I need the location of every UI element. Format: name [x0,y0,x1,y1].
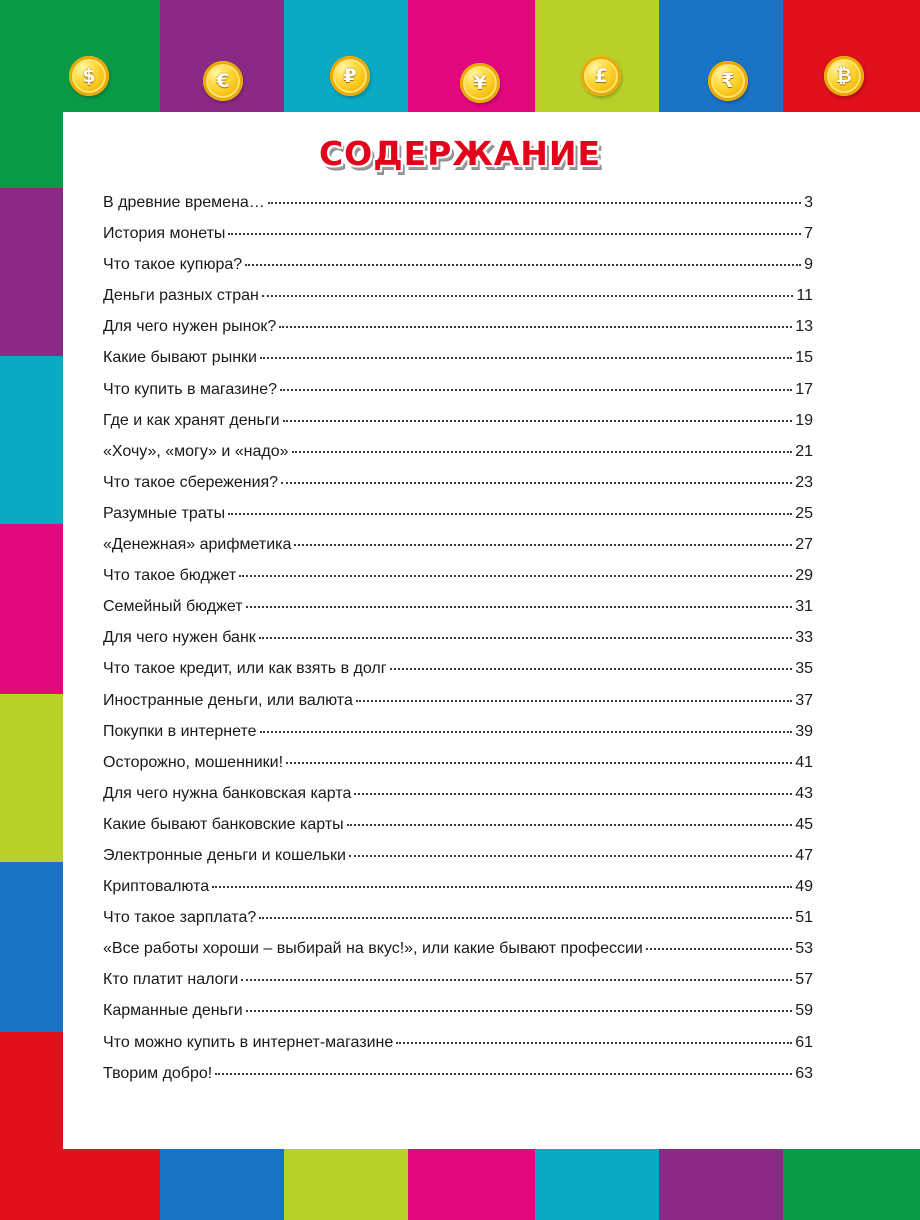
toc-dot-leader [215,1072,792,1075]
table-of-contents [103,194,813,1096]
toc-entry-title: Что такое зарплата? [103,909,257,927]
toc-entry [103,536,813,567]
toc-entry [103,349,813,380]
toc-entry [103,381,813,412]
euro-coin-icon: € [203,61,243,101]
toc-entry-title: Где и как хранят деньги [103,411,280,429]
toc-entry-page-number: 41 [795,753,813,771]
toc-entry [103,660,813,691]
toc-entry-page-number: 35 [795,660,813,678]
toc-entry [103,256,813,287]
toc-entry [103,505,813,536]
bottom-band-purple [659,1149,783,1220]
toc-entry [103,287,813,318]
toc-entry [103,785,813,816]
yen-coin-icon: ¥ [460,63,500,103]
toc-dot-leader [246,605,793,608]
toc-entry-title: Что такое сбережения? [103,473,279,491]
toc-dot-leader [281,481,792,484]
toc-entry-page-number: 13 [795,318,813,336]
toc-entry-page-number: 57 [795,971,813,989]
toc-entry-page-number: 33 [795,629,813,647]
toc-entry-title: Для чего нужен рынок? [103,318,277,336]
toc-entry-page-number: 47 [795,846,813,864]
toc-dot-leader [292,450,793,453]
toc-entry-page-number: 43 [795,784,813,802]
toc-entry-title: Творим добро! [103,1064,213,1082]
toc-entry-page-number: 9 [804,256,813,274]
toc-entry [103,878,813,909]
left-band-blue [0,862,63,1032]
toc-entry [103,412,813,443]
toc-dot-leader [294,543,792,546]
toc-entry-title: Какие бывают рынки [103,349,257,367]
toc-dot-leader [245,263,801,266]
bitcoin-coin-icon: ₿ [824,56,864,96]
toc-entry [103,909,813,940]
toc-dot-leader [246,1009,792,1012]
toc-entry-page-number: 27 [795,536,813,554]
toc-entry-page-number: 17 [795,380,813,398]
toc-entry [103,723,813,754]
pound-coin-icon: £ [581,56,621,96]
bottom-band-blue [160,1149,284,1220]
toc-entry-title: Покупки в интернете [103,722,257,740]
left-band-purple [0,188,63,356]
toc-entry [103,598,813,629]
toc-entry [103,940,813,971]
toc-entry-page-number: 31 [795,598,813,616]
toc-entry [103,194,813,225]
toc-dot-leader [347,823,793,826]
toc-entry-title: Семейный бюджет [103,598,243,616]
toc-entry-page-number: 37 [795,691,813,709]
toc-entry-title: «Денежная» арифметика [103,536,292,554]
toc-entry-page-number: 53 [795,940,813,958]
toc-entry-title: В древние времена… [103,194,265,211]
bottom-band-cyan [535,1149,659,1220]
toc-entry-title: Какие бывают банковские карты [103,815,344,833]
toc-entry-title: Что такое купюра? [103,256,243,274]
toc-entry-page-number: 45 [795,815,813,833]
toc-entry [103,225,813,256]
bottom-band-lime [284,1149,408,1220]
toc-entry-title: История монеты [103,225,226,243]
toc-entry-page-number: 59 [795,1002,813,1020]
toc-entry-page-number: 25 [795,504,813,522]
toc-dot-leader [259,916,792,919]
toc-entry-page-number: 19 [795,411,813,429]
rupee-coin-icon: ₹ [708,61,748,101]
bottom-band-red [0,1149,160,1220]
toc-dot-leader [356,699,792,702]
toc-dot-leader [260,730,793,733]
toc-entry-page-number: 11 [796,287,813,305]
toc-entry [103,847,813,878]
top-band-red [783,0,920,112]
toc-dot-leader [646,947,792,950]
toc-entry-title: Разумные траты [103,504,226,522]
toc-entry [103,567,813,598]
toc-dot-leader [228,512,792,515]
bottom-band-magenta [408,1149,535,1220]
toc-entry [103,1002,813,1033]
toc-entry-title: Что такое кредит, или как взять в долг [103,660,387,678]
toc-entry-page-number: 29 [795,567,813,585]
page-title: СОДЕРЖАНИЕ [318,134,602,173]
toc-entry-title: Электронные деньги и кошельки [103,846,346,864]
toc-dot-leader [212,885,792,888]
toc-entry-title: Для чего нужен банк [103,629,256,647]
toc-entry [103,318,813,349]
toc-dot-leader [228,232,801,235]
toc-dot-leader [283,419,793,422]
toc-entry-page-number: 15 [795,349,813,367]
toc-entry-title: Для чего нужна банковская карта [103,784,352,802]
toc-dot-leader [396,1041,792,1044]
toc-entry-page-number: 39 [795,722,813,740]
toc-entry-page-number: 21 [795,442,813,460]
dollar-coin-icon: $ [69,56,109,96]
toc-dot-leader [259,636,792,639]
toc-dot-leader [262,294,794,297]
toc-dot-leader [354,792,792,795]
toc-entry-title: Кто платит налоги [103,971,239,989]
toc-entry-title: Деньги разных стран [103,287,259,305]
toc-entry-title: Осторожно, мошенники! [103,753,284,771]
toc-dot-leader [390,667,793,670]
ruble-coin-icon: ₽ [330,56,370,96]
toc-entry [103,971,813,1002]
toc-entry-title: «Хочу», «могу» и «надо» [103,442,289,460]
toc-entry [103,474,813,505]
toc-entry-title: Иностранные деньги, или валюта [103,691,353,709]
toc-dot-leader [239,574,792,577]
toc-entry-page-number: 49 [795,878,813,896]
toc-entry [103,1065,813,1096]
toc-dot-leader [260,356,792,359]
toc-dot-leader [280,388,792,391]
toc-entry-page-number: 61 [795,1033,813,1051]
toc-entry-title: Что такое бюджет [103,567,237,585]
toc-dot-leader [349,854,792,857]
toc-entry [103,692,813,723]
toc-dot-leader [241,978,792,981]
toc-entry-page-number: 23 [795,473,813,491]
toc-entry [103,754,813,785]
toc-entry-page-number: 51 [795,909,813,927]
toc-dot-leader [268,201,801,204]
toc-entry-title: Что можно купить в интернет-магазине [103,1033,394,1051]
toc-entry-title: «Все работы хороши – выбирай на вкус!», или какие бывают профессии [103,940,643,958]
toc-entry-page-number: 63 [795,1064,813,1082]
toc-dot-leader [279,325,792,328]
toc-entry-title: Криптовалюта [103,878,210,896]
toc-entry [103,816,813,847]
toc-entry-title: Карманные деньги [103,1002,243,1020]
toc-entry-title: Что купить в магазине? [103,380,277,398]
left-band-cyan [0,356,63,524]
toc-dot-leader [286,761,792,764]
toc-entry-page-number: 3 [804,194,813,211]
toc-entry [103,443,813,474]
left-band-magenta [0,524,63,694]
toc-entry-page-number: 7 [804,225,813,243]
left-band-lime [0,694,63,862]
bottom-band-green [783,1149,920,1220]
toc-entry [103,1034,813,1065]
toc-entry [103,629,813,660]
